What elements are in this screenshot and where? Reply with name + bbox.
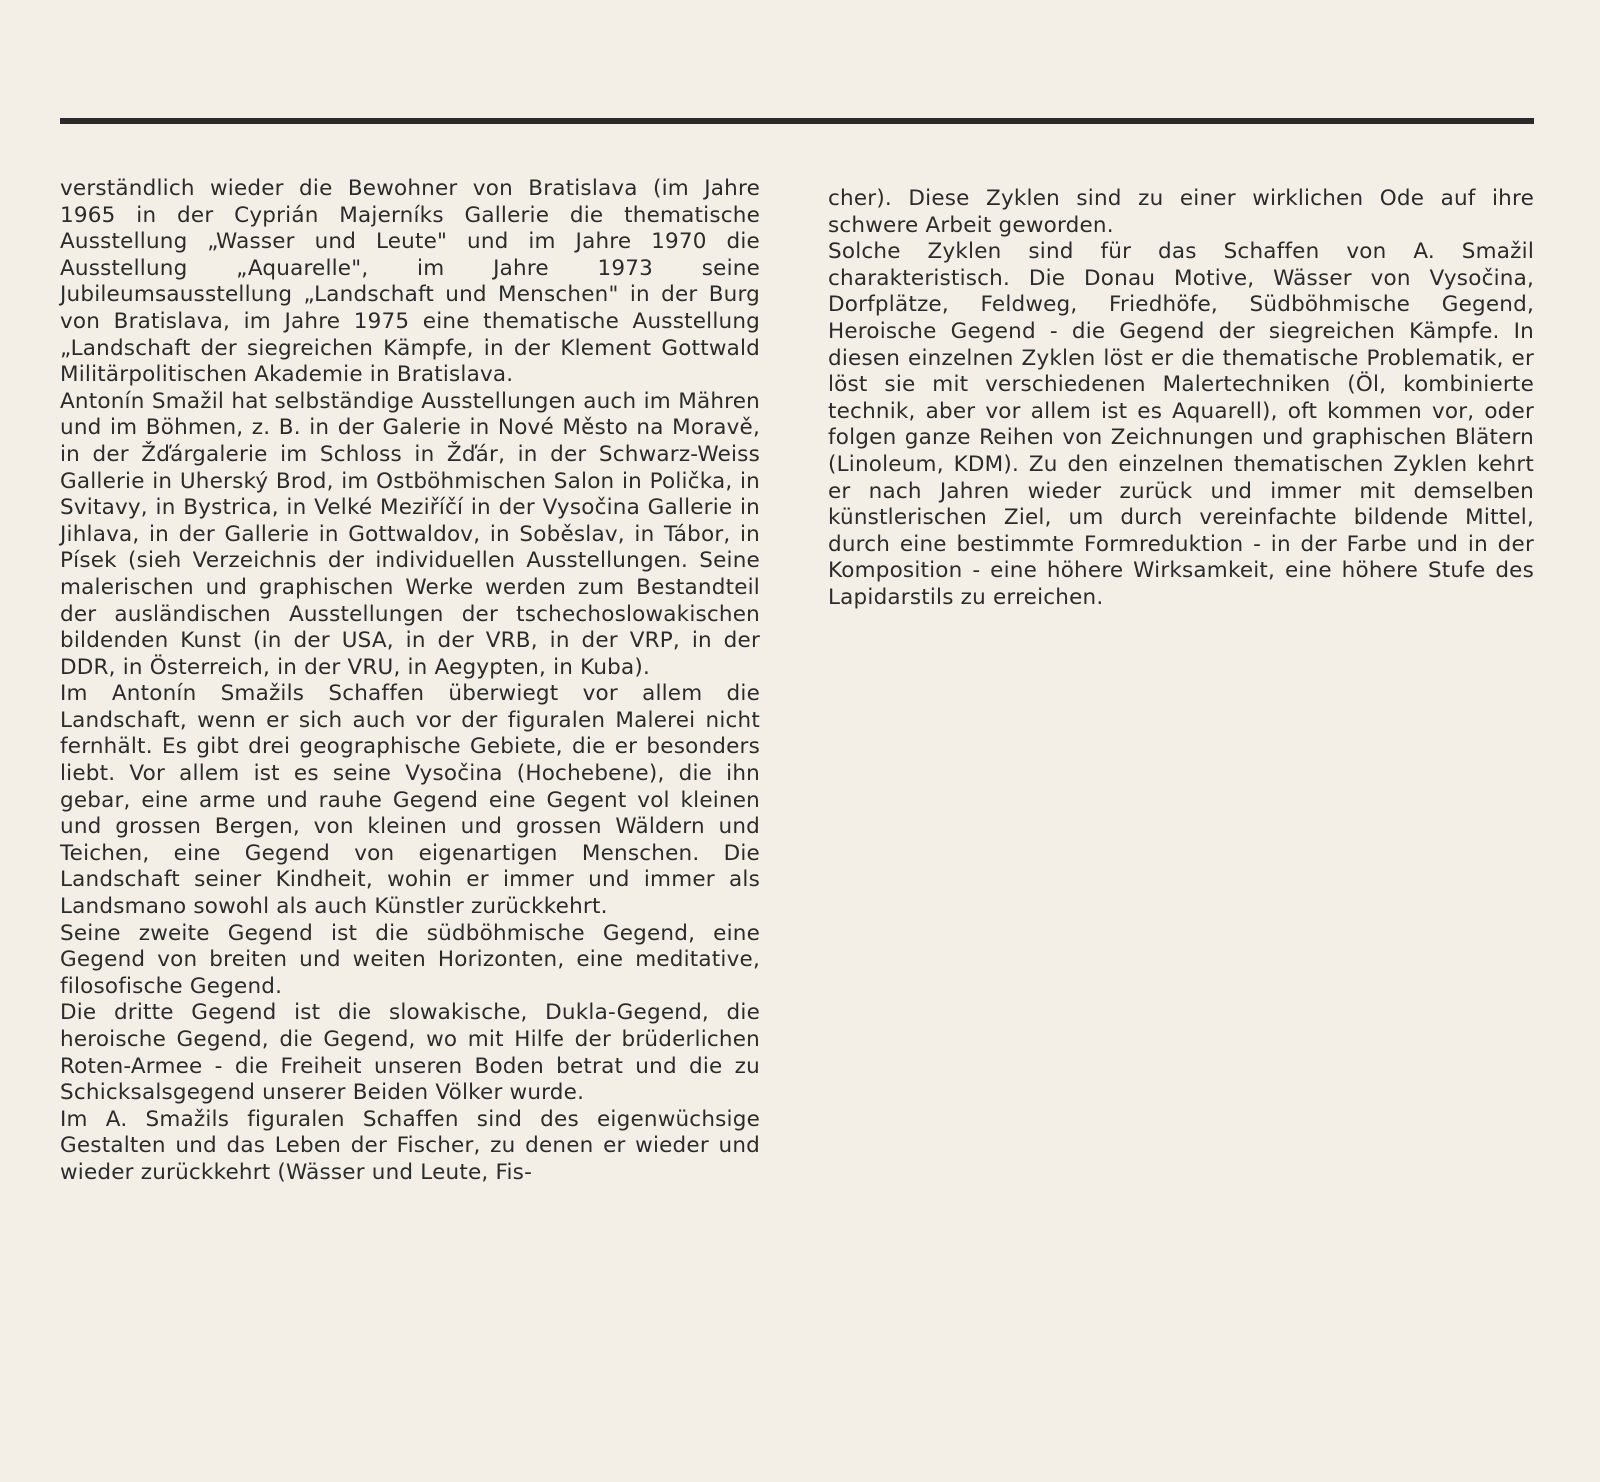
top-rule-divider: [60, 118, 1534, 124]
right-text-column: [828, 186, 1534, 612]
paragraph: Solche Zyklen sind für das Schaffen von A. Smažil charakteristisch. Die Donau Motive, Wässer von Vysočina, Dorfplätze, Feldweg, Friedhöfe, Südböhmische Gegend, Heroische Gegend - die Gegend der siegreichen Kämpfe. In diesen einzelnen Zyklen löst er die thematische Problematik, er löst sie mit verschiedenen Malertechniken (Öl, kombinierte technik, aber vor allem ist es Aquarell), oft kommen vor, oder folgen ganze Reihen von Zeichnungen und graphischen Blätern (Linoleum, KDM). Zu den einzelnen thematischen Zyklen kehrt er nach Jahren wieder zurück und immer mit demselben künstlerischen Ziel, um durch vereinfachte bildende Mittel, durch eine bestimmte Formreduktion - in der Farbe und in der Komposition - eine höhere Wirksamkeit, eine höhere Stufe des Lapidarstils zu erreichen.: [828, 239, 1534, 610]
paragraph: Die dritte Gegend ist die slowakische, Dukla-Gegend, die heroische Gegend, die Gegend, wo mit Hilfe der brüderlichen Roten-Armee - die Freiheit unseren Boden betrat und die zu Schicksalsgegend unserer Beiden Völker wurde.: [60, 1000, 760, 1106]
left-text-column: [60, 176, 760, 1187]
paragraph: cher). Diese Zyklen sind zu einer wirklichen Ode auf ihre schwere Arbeit geworden.: [828, 186, 1534, 238]
paragraph: Im Antonín Smažils Schaffen überwiegt vor allem die Landschaft, wenn er sich auch vor der figuralen Malerei nicht fernhält. Es gibt drei geographische Gebiete, die er besonders liebt. Vor allem ist es seine Vysočina (Hochebene), die ihn gebar, eine arme und rauhe Gegend eine Gegent vol kleinen und grossen Bergen, von kleinen und grossen Wäldern und Teichen, eine Gegend von eigenartigen Menschen. Die Landschaft seiner Kindheit, wohin er immer und immer als Landsmano sowohl als auch Künstler zurückkehrt.: [60, 681, 760, 920]
paragraph: Im A. Smažils figuralen Schaffen sind des eigenwüchsige Gestalten und das Leben der Fischer, zu denen er wieder und wieder zurückkehrt (Wässer und Leute, Fis-: [60, 1106, 760, 1185]
paragraph: verständlich wieder die Bewohner von Bratislava (im Jahre 1965 in der Cyprián Majerníks Gallerie die thematische Ausstellung „Wasser und Leute" und im Jahre 1970 die Ausstellung „Aquarelle", im Jahre 1973 seine Jubileumsausstellung „Landschaft und Menschen" in der Burg von Bratislava, im Jahre 1975 eine thematische Ausstellung „Landschaft der siegreichen Kämpfe, in der Klement Gottwald Militärpolitischen Akademie in Bratislava.: [60, 176, 760, 388]
paragraph: Antonín Smažil hat selbständige Ausstellungen auch im Mähren und im Böhmen, z. B. in der Galerie in Nové Město na Moravě, in der Žďárgalerie im Schloss in Žďár, in der Schwarz-Weiss Gallerie in Uherský Brod, im Ostböhmischen Salon in Polička, in Svitavy, in Bystrica, in Velké Meziříčí in der Vysočina Gallerie in Jihlava, in der Gallerie in Gottwaldov, in Soběslav, in Tábor, in Písek (sieh Verzeichnis der individuellen Ausstellungen. Seine malerischen und graphischen Werke werden zum Bestandteil der ausländischen Ausstellungen der tschechoslowakischen bildenden Kunst (in der USA, in der VRB, in der VRP, in der DDR, in Österreich, in der VRU, in Aegypten, in Kuba).: [60, 388, 760, 680]
paragraph: Seine zweite Gegend ist die südböhmische Gegend, eine Gegend von breiten und weiten Horizonten, eine meditative, filosofische Gegend.: [60, 920, 760, 999]
